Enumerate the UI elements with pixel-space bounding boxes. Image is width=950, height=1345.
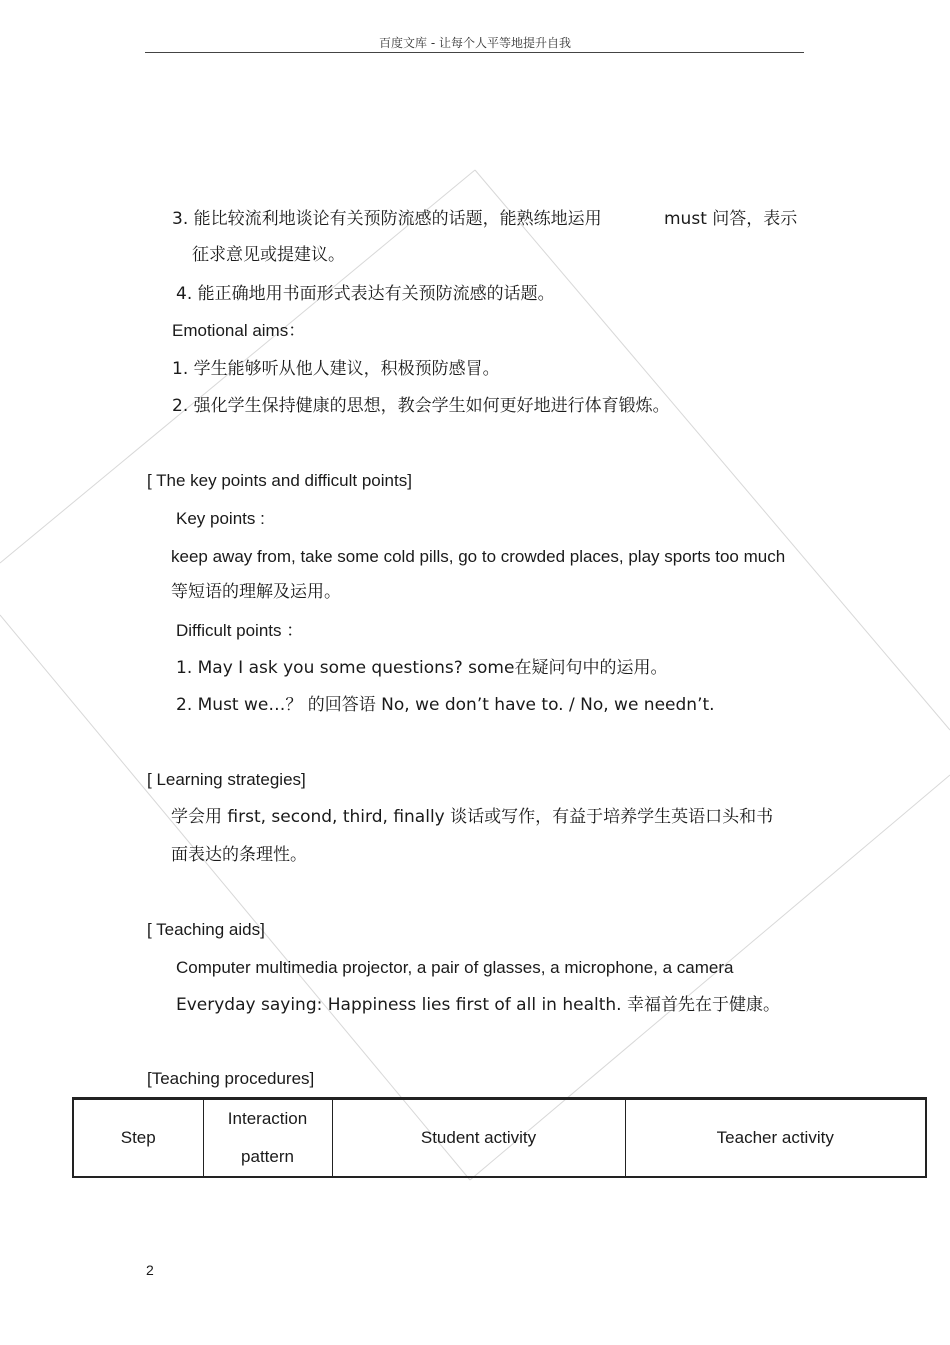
teaching-aids-line-1: Computer multimedia projector, a pair of glasses, a microphone, a camera [176, 958, 734, 977]
header-interaction-line-1: Interaction [227, 1109, 308, 1128]
key-difficult-heading: [ The key points and difficult points] [147, 471, 412, 490]
learning-strategies-heading: [ Learning strategies] [147, 770, 306, 789]
difficult-point-2: 2. Must we…？ 的回答语 No, we don’t have to. / No, we needn’t. [176, 695, 715, 715]
header-teacher-activity: Teacher activity [625, 1099, 926, 1178]
aim-4: 4. 能正确地用书面形式表达有关预防流感的话题。 [176, 284, 555, 304]
aim-3-line-2: 征求意见或提建议。 [192, 245, 345, 265]
teaching-procedures-table [72, 1097, 927, 1178]
teaching-aids-heading: [ Teaching aids] [147, 920, 265, 939]
learning-strategies-line-2: 面表达的条理性。 [171, 845, 307, 865]
aim-3-line-1b: must 问答，表示 [664, 209, 798, 229]
key-points-line-2: 等短语的理解及运用。 [171, 582, 341, 602]
teaching-procedures-heading: [Teaching procedures] [147, 1069, 315, 1088]
aim-3-line-1a: 3. 能比较流利地谈论有关预防流感的话题，能熟练地运用 [172, 209, 602, 229]
emotional-aim-2: 2. 强化学生保持健康的思想，教会学生如何更好地进行体育锻炼。 [172, 396, 670, 416]
emotional-aims-heading: Emotional aims： [172, 321, 306, 340]
header-rule [145, 52, 804, 53]
header-interaction-pattern [203, 1099, 332, 1178]
learning-strategies-line-1: 学会用 first, second, third, finally 谈话或写作，有益于培养学生英语口头和书 [171, 807, 774, 827]
key-points-heading: Key points : [176, 509, 265, 528]
difficult-points-heading: Difficult points ： [176, 621, 304, 640]
difficult-point-1: 1. May I ask you some questions? some在疑问句中的运用。 [176, 658, 668, 678]
everyday-saying: Everyday saying: Happiness lies first of all in health. 幸福首先在于健康。 [176, 995, 780, 1015]
watermark-line-top-right [475, 170, 950, 730]
page-number: 2 [146, 1262, 154, 1278]
emotional-aim-1: 1. 学生能够听从他人建议，积极预防感冒。 [172, 359, 500, 379]
key-points-line-1: keep away from, take some cold pills, go to crowded places, play sports too much [171, 547, 786, 566]
header-step: Step [73, 1099, 203, 1178]
table-header-row [73, 1099, 926, 1178]
header-student-activity: Student activity [332, 1099, 625, 1178]
header-interaction-line-2: pattern [241, 1147, 294, 1166]
page-header: 百度文库 - 让每个人平等地提升自我 [379, 36, 571, 50]
